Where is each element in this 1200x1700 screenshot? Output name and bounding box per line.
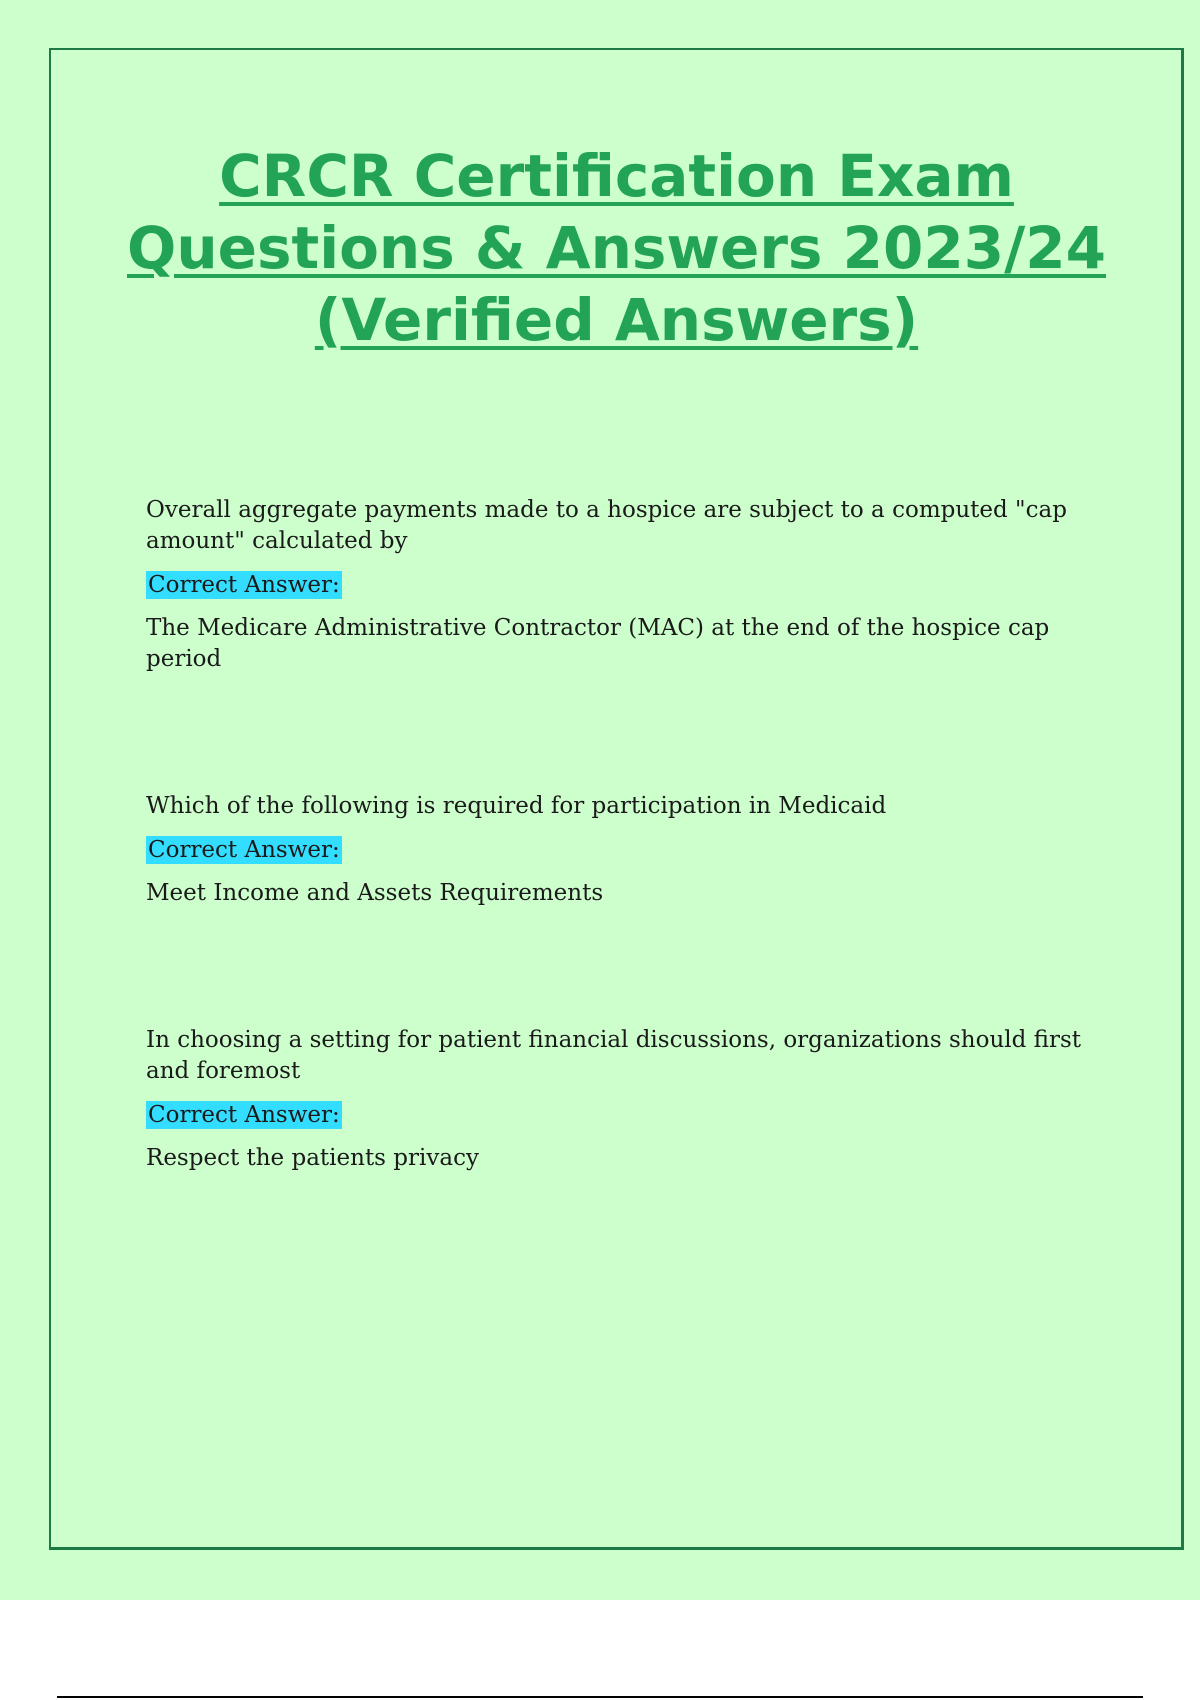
answer-text: The Medicare Administrative Contractor (MAC) at the end of the hospice cap period <box>146 615 1050 672</box>
correct-answer-label: Correct Answer: <box>148 572 340 598</box>
question-text: In choosing a setting for patient financial discussions, organizations should first and foremost <box>146 1027 1082 1084</box>
question-text: Which of the following is required for participation in Medicaid <box>146 793 887 819</box>
qa-item <box>146 495 1086 675</box>
correct-answer-label: Correct Answer: <box>148 837 340 863</box>
document-title: CRCR Certification Exam Questions & Answers 2023/24 (Verified Answers) <box>127 142 1106 354</box>
qa-item <box>146 1025 1086 1174</box>
footer-divider <box>57 1696 1143 1698</box>
qa-item <box>146 791 1086 909</box>
answer-text: Respect the patients privacy <box>146 1145 479 1171</box>
answer-text: Meet Income and Assets Requirements <box>146 880 604 906</box>
question-text: Overall aggregate payments made to a hospice are subject to a computed "cap amount" calculated by <box>146 497 1067 554</box>
correct-answer-label: Correct Answer: <box>148 1102 340 1128</box>
